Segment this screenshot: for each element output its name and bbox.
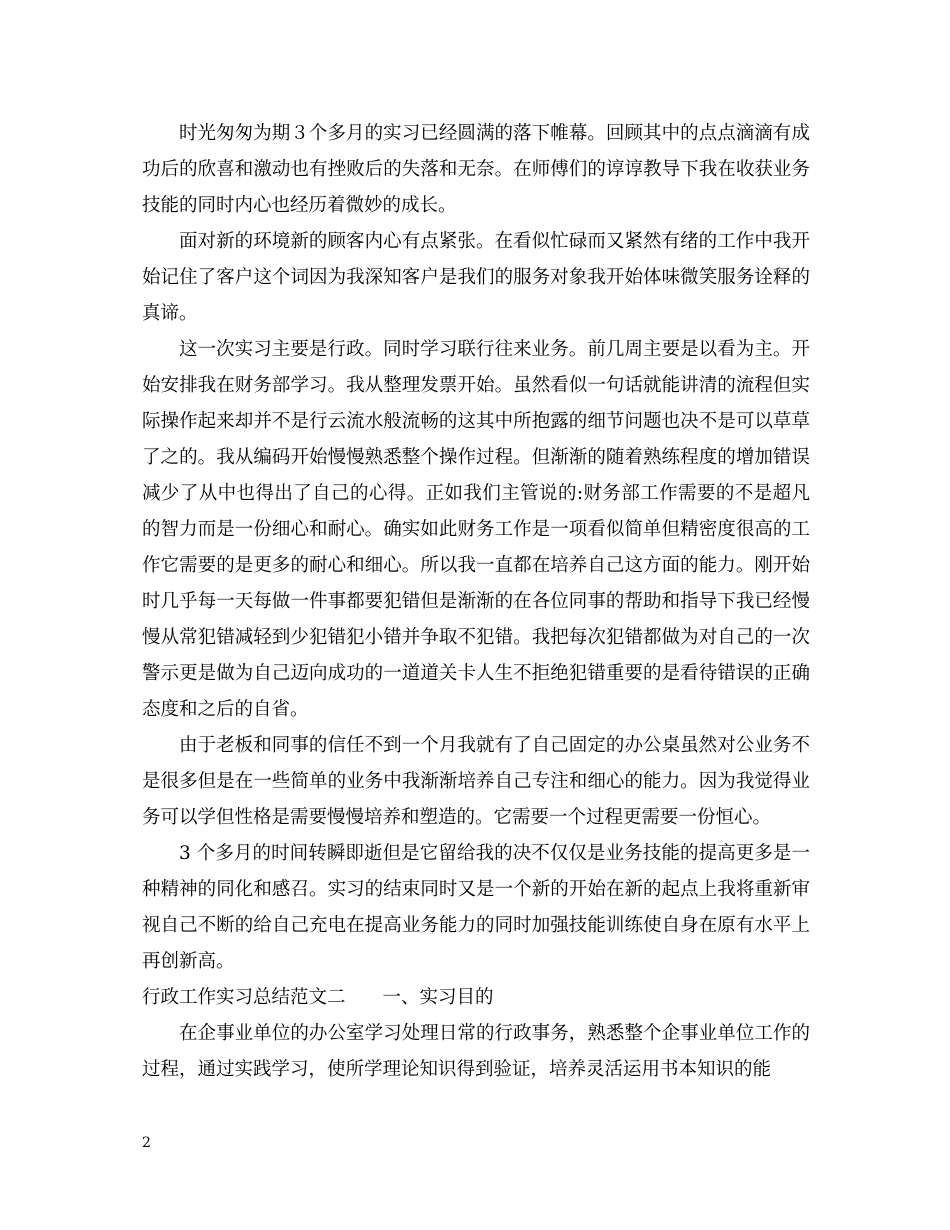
paragraph-new-environment: 面对新的环境新的顾客内心有点紧张。在看似忙碌而又紧然有绪的工作中我开始记住了客户这个词因为我深知客户是我们的服务对象我开始体味微笑服务诠释的真谛。	[142, 231, 810, 324]
section-heading: 行政工作实习总结范文二 一、实习目的	[142, 987, 494, 1008]
document-body	[142, 116, 810, 1088]
paragraph-own-desk: 由于老板和同事的信任不到一个月我就有了自己固定的办公桌虽然对公业务不是很多但是在一些简单的业务中我渐渐培养自己专注和细心的能力。因为我觉得业务可以学但性格是需要慢慢培养和塑造的。它需要一个过程更需要一份恒心。	[142, 735, 810, 828]
page-number: 2	[142, 1135, 151, 1151]
paragraph-conclusion: 3 个多月的时间转瞬即逝但是它留给我的决不仅仅是业务技能的提高更多是一种精神的同化和感召。实习的结束同时又是一个新的开始在新的起点上我将重新审视自己不断的给自己充电在提高业务能力的同时加强技能训练使自身在原有水平上再创新高。	[142, 843, 810, 972]
paragraph-finance-department: 这一次实习主要是行政。同时学习联行往来业务。前几周主要是以看为主。开始安排我在财务部学习。我从整理发票开始。虽然看似一句话就能讲清的流程但实际操作起来却并不是行云流水般流畅的这其中所抱露的细节问题也决不是可以草草了之的。我从编码开始慢慢熟悉整个操作过程。但渐渐的随着熟练程度的增加错误减少了从中也得出了自己的心得。正如我们主管说的:财务部工作需要的不是超凡的智力而是一份细心和耐心。确实如此财务工作是一项看似简单但精密度很高的工作它需要的是更多的耐心和细心。所以我一直都在培养自己这方面的能力。刚开始时几乎每一天每做一件事都要犯错但是渐渐的在各位同事的帮助和指导下我已经慢慢从常犯错减轻到少犯错犯小错并争取不犯错。我把每次犯错都做为对自己的一次警示更是做为自己迈向成功的一道道关卡人生不拒绝犯错重要的是看待错误的正确态度和之后的自省。	[142, 339, 810, 720]
paragraph-internship-ending: 时光匆匆为期３个多月的实习已经圆满的落下帷幕。回顾其中的点点滴滴有成功后的欣喜和激动也有挫败后的失落和无奈。在师傅们的谆谆教导下我在收获业务技能的同时内心也经历着微妙的成长。	[142, 123, 810, 216]
paragraph-internship-purpose: 在企事业单位的办公室学习处理日常的行政事务，熟悉整个企事业单位工作的过程，通过实践学习，使所学理论知识得到验证，培养灵活运用书本知识的能	[142, 1023, 810, 1080]
